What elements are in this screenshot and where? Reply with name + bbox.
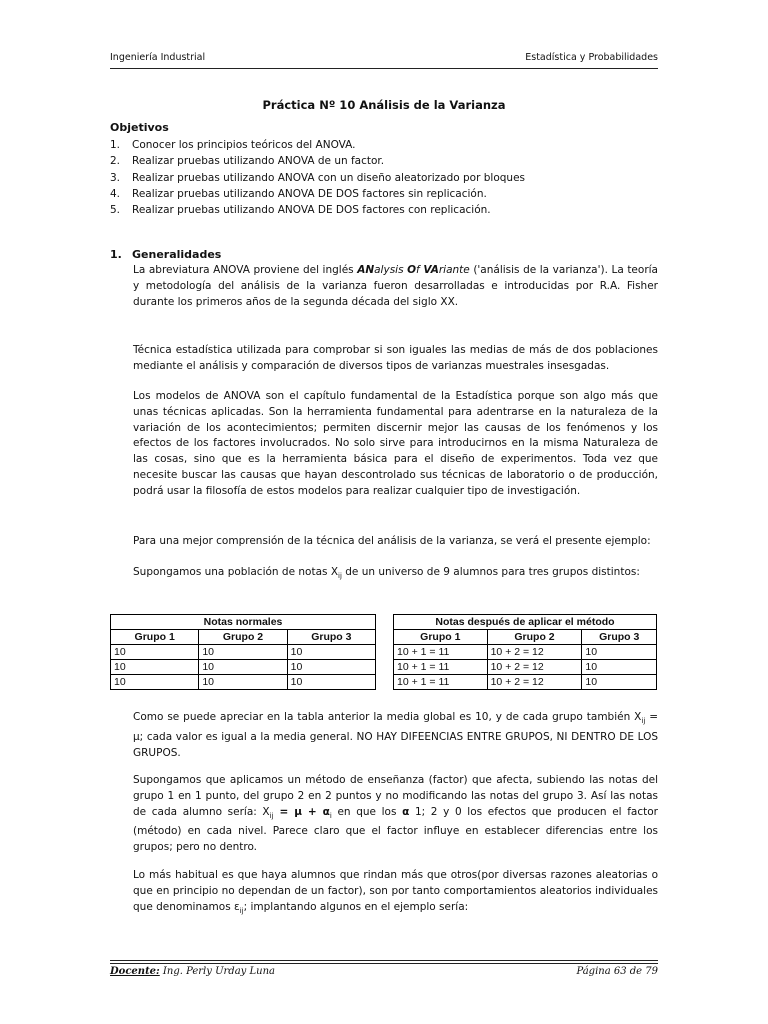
list-item: 2. Realizar pruebas utilizando ANOVA de un factor. bbox=[110, 155, 385, 168]
objetivos-heading: Objetivos bbox=[110, 121, 169, 134]
footer-divider bbox=[110, 960, 658, 961]
list-item: 3. Realizar pruebas utilizando ANOVA con un diseño aleatorizado por bloques bbox=[110, 171, 526, 184]
header-right: Estadística y Probabilidades bbox=[525, 52, 658, 63]
table-notas-normales bbox=[110, 614, 376, 690]
table-title: Notas normales bbox=[111, 615, 376, 630]
paragraph-anova-origin: La abreviatura ANOVA proviene del inglés ANalysis Of VAriante ('análisis de la varianza'). La teoría y metodología del análisis de la varianza fueron desarrolladas e introducidas por R.A. Fisher durante los primeros años de la segunda década del siglo XX. bbox=[133, 264, 658, 308]
header-left: Ingeniería Industrial bbox=[110, 52, 206, 63]
column-header: Grupo 3 bbox=[287, 630, 375, 645]
table-title: Notas después de aplicar el método bbox=[394, 615, 657, 630]
column-header: Grupo 1 bbox=[394, 630, 488, 645]
paragraph-factor-effect: Supongamos que aplicamos un método de enseñanza (factor) que afecta, subiendo las notas del grupo 1 en 1 punto, del grupo 2 en 2 puntos y no modificando las notas del grupo 3. Así las notas de cada alumno sería: $X_{ij} = \mu + \alpha_i$ en que los α 1; 2 y 0 los efectos que producen el factor (método) en cada nivel. Parece claro que el factor influye en establecer diferencias entre los grupos; pero no dentro. bbox=[133, 774, 658, 854]
footer-docente: Docente: Ing. Perly Urday Luna bbox=[110, 966, 275, 977]
column-header: Grupo 1 bbox=[111, 630, 199, 645]
column-header: Grupo 2 bbox=[199, 630, 287, 645]
page-title: Práctica Nº 10 Análisis de la Varianza bbox=[262, 98, 506, 112]
paragraph-example-intro: Para una mejor comprensión de la técnica del análisis de la varianza, se verá el presente ejemplo: bbox=[133, 535, 651, 547]
table-row: 10 10 10 bbox=[111, 660, 376, 675]
objetivos-list bbox=[110, 137, 658, 218]
list-item: 1. Conocer los principios teóricos del ANOVA. bbox=[110, 139, 356, 151]
paragraph-population: Supongamos una población de notas $X_{ij}$ de un universo de 9 alumnos para tres grupos distintos: bbox=[133, 566, 640, 581]
paragraph-definition: Técnica estadística utilizada para comprobar si son iguales las medias de más de dos poblaciones mediante el análisis y comparación de diversos tipos de varianzas muestrales insesgadas. bbox=[133, 344, 658, 372]
paragraph-random-effects: Lo más habitual es que haya alumnos que rindan más que otros(por diversas razones aleatorias o que en principio no dependan de un factor), son por tanto comportamientos aleatorios individuales que denominamos $\varepsilon_{ij}$; implantando algunos en el ejemplo sería: bbox=[133, 869, 658, 915]
column-header: Grupo 2 bbox=[487, 630, 582, 645]
table-notas-metodo bbox=[393, 614, 657, 690]
section-heading: 1. Generalidades bbox=[110, 248, 222, 261]
table-row: 10 + 1 = 11 10 + 2 = 12 10 bbox=[394, 675, 657, 690]
footer-divider bbox=[110, 963, 658, 964]
table-row: 10 10 10 bbox=[111, 675, 376, 690]
table-row: 10 + 1 = 11 10 + 2 = 12 10 bbox=[394, 660, 657, 675]
header-divider bbox=[110, 68, 658, 69]
table-row: 10 10 10 bbox=[111, 645, 376, 660]
table-row: 10 + 1 = 11 10 + 2 = 12 10 bbox=[394, 645, 657, 660]
paragraph-global-mean: Como se puede apreciar en la tabla anterior la media global es 10, y de cada grupo también $X_{ij} = \mu$; cada valor es igual a la media general. NO HAY DIFEENCIAS ENTRE GRUPOS, NI DENTRO DE LOS GRUPOS. bbox=[133, 711, 658, 759]
list-item: 5. Realizar pruebas utilizando ANOVA DE DOS factores con replicación. bbox=[110, 204, 491, 217]
page-number: Página 63 de 79 bbox=[576, 966, 658, 977]
column-header: Grupo 3 bbox=[582, 630, 657, 645]
paragraph-models: Los modelos de ANOVA son el capítulo fundamental de la Estadística porque son algo más que unas técnicas aplicadas. Son la herramienta fundamental para adentrarse en la naturaleza de la variación de los acontecimientos; permiten discernir mejor las causas de los fenómenos y los efectos de los factores involucrados. No solo sirve para introducirnos en la misma Naturaleza de las cosas, sino que es la herramienta básica para el diseño de experimentos. Toda vez que necesite buscar las causas que hayan descontrolado sus técnicas de laboratorio o de producción, podrá usar la filosofía de estos modelos para realizar cualquier tipo de investigación. bbox=[133, 390, 658, 497]
list-item: 4. Realizar pruebas utilizando ANOVA DE DOS factores sin replicación. bbox=[110, 187, 487, 200]
